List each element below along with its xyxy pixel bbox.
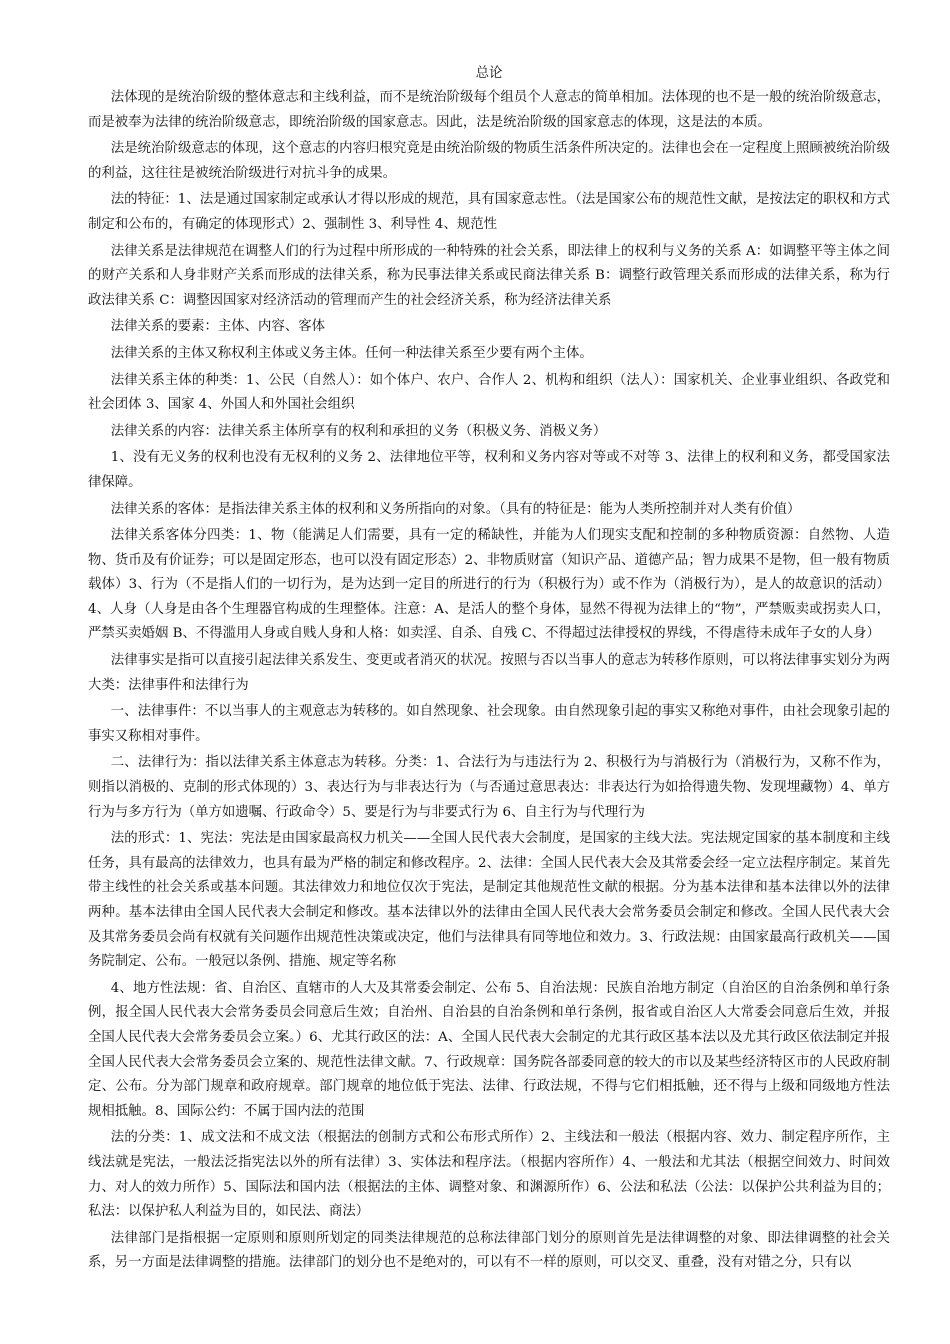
body-paragraph: 法的分类：1、成文法和不成文法（根据法的创制方式和公布形式所作）2、主线法和一般法（根据内容、效力、制定程序所作，主线法就是宪法，一般法泛指宪法以外的所有法律）3、实体法和程序法。（根据内容所作）4、一般法和尤其法（根据空间效力、时间效力、对人的效力所作）5、国际法和国内法（根据法的主体、调整对象、和渊源所作）6、公法和私法（公法：以保护公共利益为目的；私法：以保护私人利益为目的，如民法、商法） [88, 1130, 890, 1220]
body-paragraph: 法是统治阶级意志的体现，这个意志的内容归根究竟是由统治阶级的物质生活条件所决定的。法律也会在一定程度上照顾被统治阶级的利益，这往往是被统治阶级进行对抗斗争的成果。 [88, 141, 890, 181]
body-paragraph: 法体现的是统治阶级的整体意志和主线利益，而不是统治阶级每个组员个人意志的简单相加。法体现的也不是一般的统治阶级意志，而是被奉为法律的统治阶级意志，即统治阶级的国家意志。因此，法是统治阶级的国家意志的体现，这是法的本质。 [88, 90, 890, 130]
body-paragraph: 4、地方性法规：省、自治区、直辖市的人大及其常委会制定、公布 5、自治法规：民族自治地方制定（自治区的自治条例和单行条例，报全国人民代表大会常务委员会同意后生效；自治州、自治县的自治条例和单行条例，报省或自治区人大常委会同意后生效，并报全国人民代表大会常务委员会立案。）6、尤其行政区的法：A、全国人民代表大会制定的尤其行政区基本法以及尤其行政区依法制定并报全国人民代表大会常务委员会立案的、规范性法律文献。7、行政规章：国务院各部委同意的较大的市以及某些经济特区市的人民政府制定、公布。分为部门规章和政府规章。部门规章的地位低于宪法、法律、行政法规，不得与它们相抵触，还不得与上级和同级地方性法规相抵触。8、国际公约：不属于国内法的范围 [88, 980, 890, 1119]
body-paragraph: 法律关系是法律规范在调整人们的行为过程中所形成的一种特殊的社会关系，即法律上的权利与义务的关系 A：如调整平等主体之间的财产关系和人身非财产关系而形成的法律关系，称为民事法律关系或民商法律关系 B：调整行政管理关系而形成的法律关系，称为行政法律关系 C：调整因国家对经济活动的管理而产生的社会经济关系，称为经济法律关系 [88, 243, 890, 308]
body-paragraph: 法律关系的内容：法律关系主体所享有的权利和承担的义务（积极义务、消极义务） [110, 423, 607, 439]
body-paragraph: 法的形式：1、宪法：宪法是由国家最高权力机关——全国人民代表大会制度，是国家的主线大法。宪法规定国家的基本制度和主线任务，具有最高的法律效力，也具有最为严格的制定和修改程序。2、法律：全国人民代表大会及其常委会经一定立法程序制定。某首先带主线性的社会关系或基本问题。其法律效力和地位仅次于宪法，是制定其他规范性文献的根据。分为基本法律和基本法律以外的法律两种。基本法律由全国人民代表大会制定和修改。基本法律以外的法律由全国人民代表大会常务委员会制定和修改。全国人民代表大会及其常务委员会尚有权就有关问题作出规范性决策或决定，他们与法律具有同等地位和效力。3、行政法规：由国家最高行政机关——国务院制定、公布。一般冠以条例、措施、规定等名称 [88, 831, 890, 970]
document-body [88, 86, 890, 1276]
body-paragraph: 法律部门是指根据一定原则和原则所划定的同类法律规范的总称法律部门划分的原则首先是法律调整的对象、即法律调整的社会关系，另一方面是法律调整的措施。法律部门的划分也不是绝对的，可以有不一样的原则，可以交叉、重叠，没有对错之分，只有以 [88, 1230, 890, 1271]
body-paragraph: 二、法律行为：指以法律关系主体意志为转移。分类：1、合法行为与违法行为 2、积极行为与消极行为（消极行为，又称不作为，则指以消极的、克制的形式体现的）3、表达行为与非表达行为（与否通过意思表达：非表达行为如拾得遗失物、发现埋藏物）4、单方行为与多方行为（单方如遗嘱、行政命令）5、要是行为与非要式行为 6、自主行为与代理行为 [88, 755, 890, 820]
document-title: 总论 [475, 66, 503, 81]
body-paragraph: 1、没有无义务的权利也没有无权利的义务 2、法律地位平等，权利和义务内容对等或不对等 3、法律上的权利和义务，都受国家法律保障。 [88, 450, 890, 490]
body-paragraph: 法律事实是指可以直接引起法律关系发生、变更或者消灭的状况。按照与否以当事人的意志为转移作原则，可以将法律事实划分为两大类：法律事件和法律行为 [88, 653, 890, 693]
body-paragraph: 法律关系客体分四类：1、物（能满足人们需要，具有一定的稀缺性，并能为人们现实支配和控制的多种物质资源：自然物、人造物、货币及有价证券；可以是固定形态，也可以没有固定形态）2、非物质财富（知识产品、道德产品；智力成果不是物，但一般有物质载体）3、行为（不是指人们的一切行为，是为达到一定目的所进行的行为（积极行为）或不作为（消极行为），是人的故意识的活动）4、人身（人身是由各个生理器官构成的生理整体。注意：A、是活人的整个身体，显然不得视为法律上的“物”，严禁贩卖或拐卖人口，严禁买卖婚姻 B、不得滥用人身或自贱人身和人格：如卖淫、自杀、自残 C、不得超过法律授权的界线，不得虐待未成年子女的人身） [88, 528, 890, 642]
body-paragraph: 法的特征：1、法是通过国家制定或承认才得以形成的规范，具有国家意志性。（法是国家公布的规范性文献，是按法定的职权和方式制定和公布的，有确定的体现形式）2、强制性 3、利导性 4、规范性 [88, 192, 890, 232]
body-paragraph: 法律关系的客体：是指法律关系主体的权利和义务所指向的对象。（具有的特征是：能为人类所控制并对人类有价值） [110, 501, 801, 517]
body-paragraph: 法律关系的要素：主体、内容、客体 [110, 319, 326, 335]
body-paragraph: 法律关系主体的种类：1、公民（自然人）：如个体户、农户、合作人 2、机构和组织（法人）：国家机关、企业事业组织、各政党和社会团体 3、国家 4、外国人和外国社会组织 [88, 372, 890, 413]
document-page [88, 62, 890, 1278]
body-paragraph: 法律关系的主体又称权利主体或义务主体。任何一种法律关系至少要有两个主体。 [110, 345, 593, 361]
body-paragraph: 一、法律事件：不以当事人的主观意志为转移的。如自然现象、社会现象。由自然现象引起的事实又称绝对事件，由社会现象引起的事实又称相对事件。 [88, 704, 890, 744]
